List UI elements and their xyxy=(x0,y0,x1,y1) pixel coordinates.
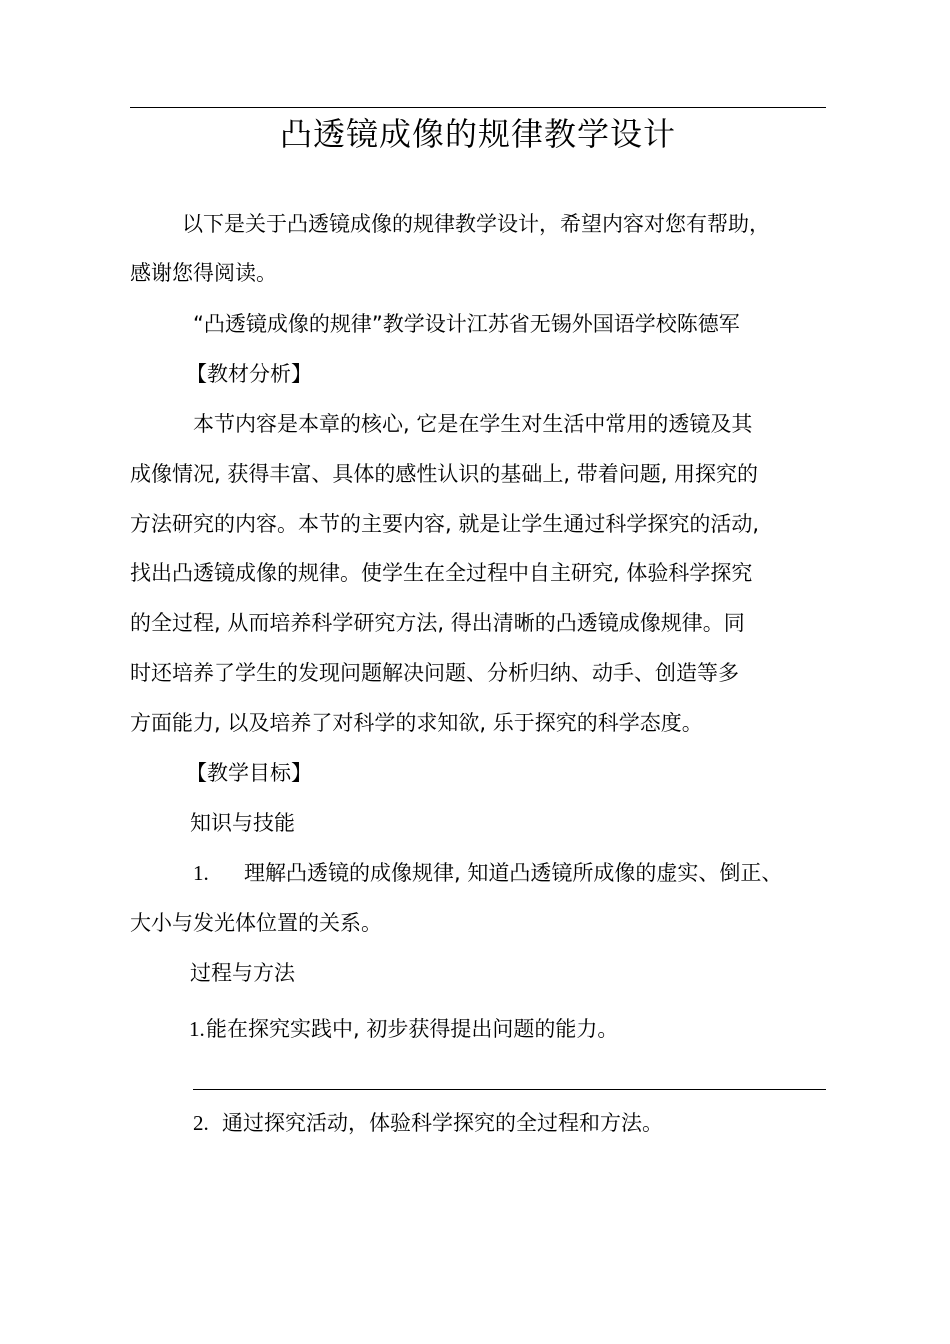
analysis-line-1: 本节内容是本章的核心, 它是在学生对生活中常用的透镜及其 xyxy=(193,412,753,436)
intro-line-2: 感谢您得阅读。 xyxy=(130,261,277,285)
analysis-line-5: 的全过程, 从而培养科学研究方法, 得出清晰的凸透镜成像规律。同 xyxy=(130,611,745,635)
subheading-knowledge: 知识与技能 xyxy=(190,811,295,835)
analysis-line-2: 成像情况, 获得丰富、具体的感性认识的基础上, 带着问题, 用探究的 xyxy=(130,462,759,486)
section-heading-analysis: 【教材分析】 xyxy=(186,362,312,386)
analysis-line-3: 方法研究的内容。本节的主要内容, 就是让学生通过科学探究的活动, xyxy=(130,512,760,536)
process-1-number: 1. xyxy=(189,1017,205,1041)
goal-1-line-2: 大小与发光体位置的关系。 xyxy=(130,911,382,935)
goal-1-number: 1. xyxy=(193,861,209,885)
analysis-line-6: 时还培养了学生的发现问题解决问题、分析归纳、动手、创造等多 xyxy=(130,661,739,685)
intro-line-1: 以下是关于凸透镜成像的规律教学设计，希望内容对您有帮助， xyxy=(182,212,770,236)
header-rule xyxy=(130,107,826,108)
subheading-process: 过程与方法 xyxy=(190,961,295,985)
goal-1-line-1: 理解凸透镜的成像规律, 知道凸透镜所成像的虚实、倒正、 xyxy=(244,861,783,885)
analysis-line-7: 方面能力, 以及培养了对科学的求知欲, 乐于探究的科学态度。 xyxy=(130,711,703,735)
process-2-number: 2. xyxy=(193,1111,209,1135)
page-break-rule xyxy=(193,1089,826,1090)
byline: “凸透镜成像的规律”教学设计江苏省无锡外国语学校陈德军 xyxy=(193,312,740,336)
document-title: 凸透镜成像的规律教学设计 xyxy=(279,115,676,153)
process-1-text: 能在探究实践中, 初步获得提出问题的能力。 xyxy=(206,1017,619,1041)
analysis-line-4: 找出凸透镜成像的规律。使学生在全过程中自主研究, 体验科学探究 xyxy=(130,561,753,585)
section-heading-goals: 【教学目标】 xyxy=(186,761,312,785)
process-2-text: 通过探究活动，体验科学探究的全过程和方法。 xyxy=(222,1111,663,1135)
